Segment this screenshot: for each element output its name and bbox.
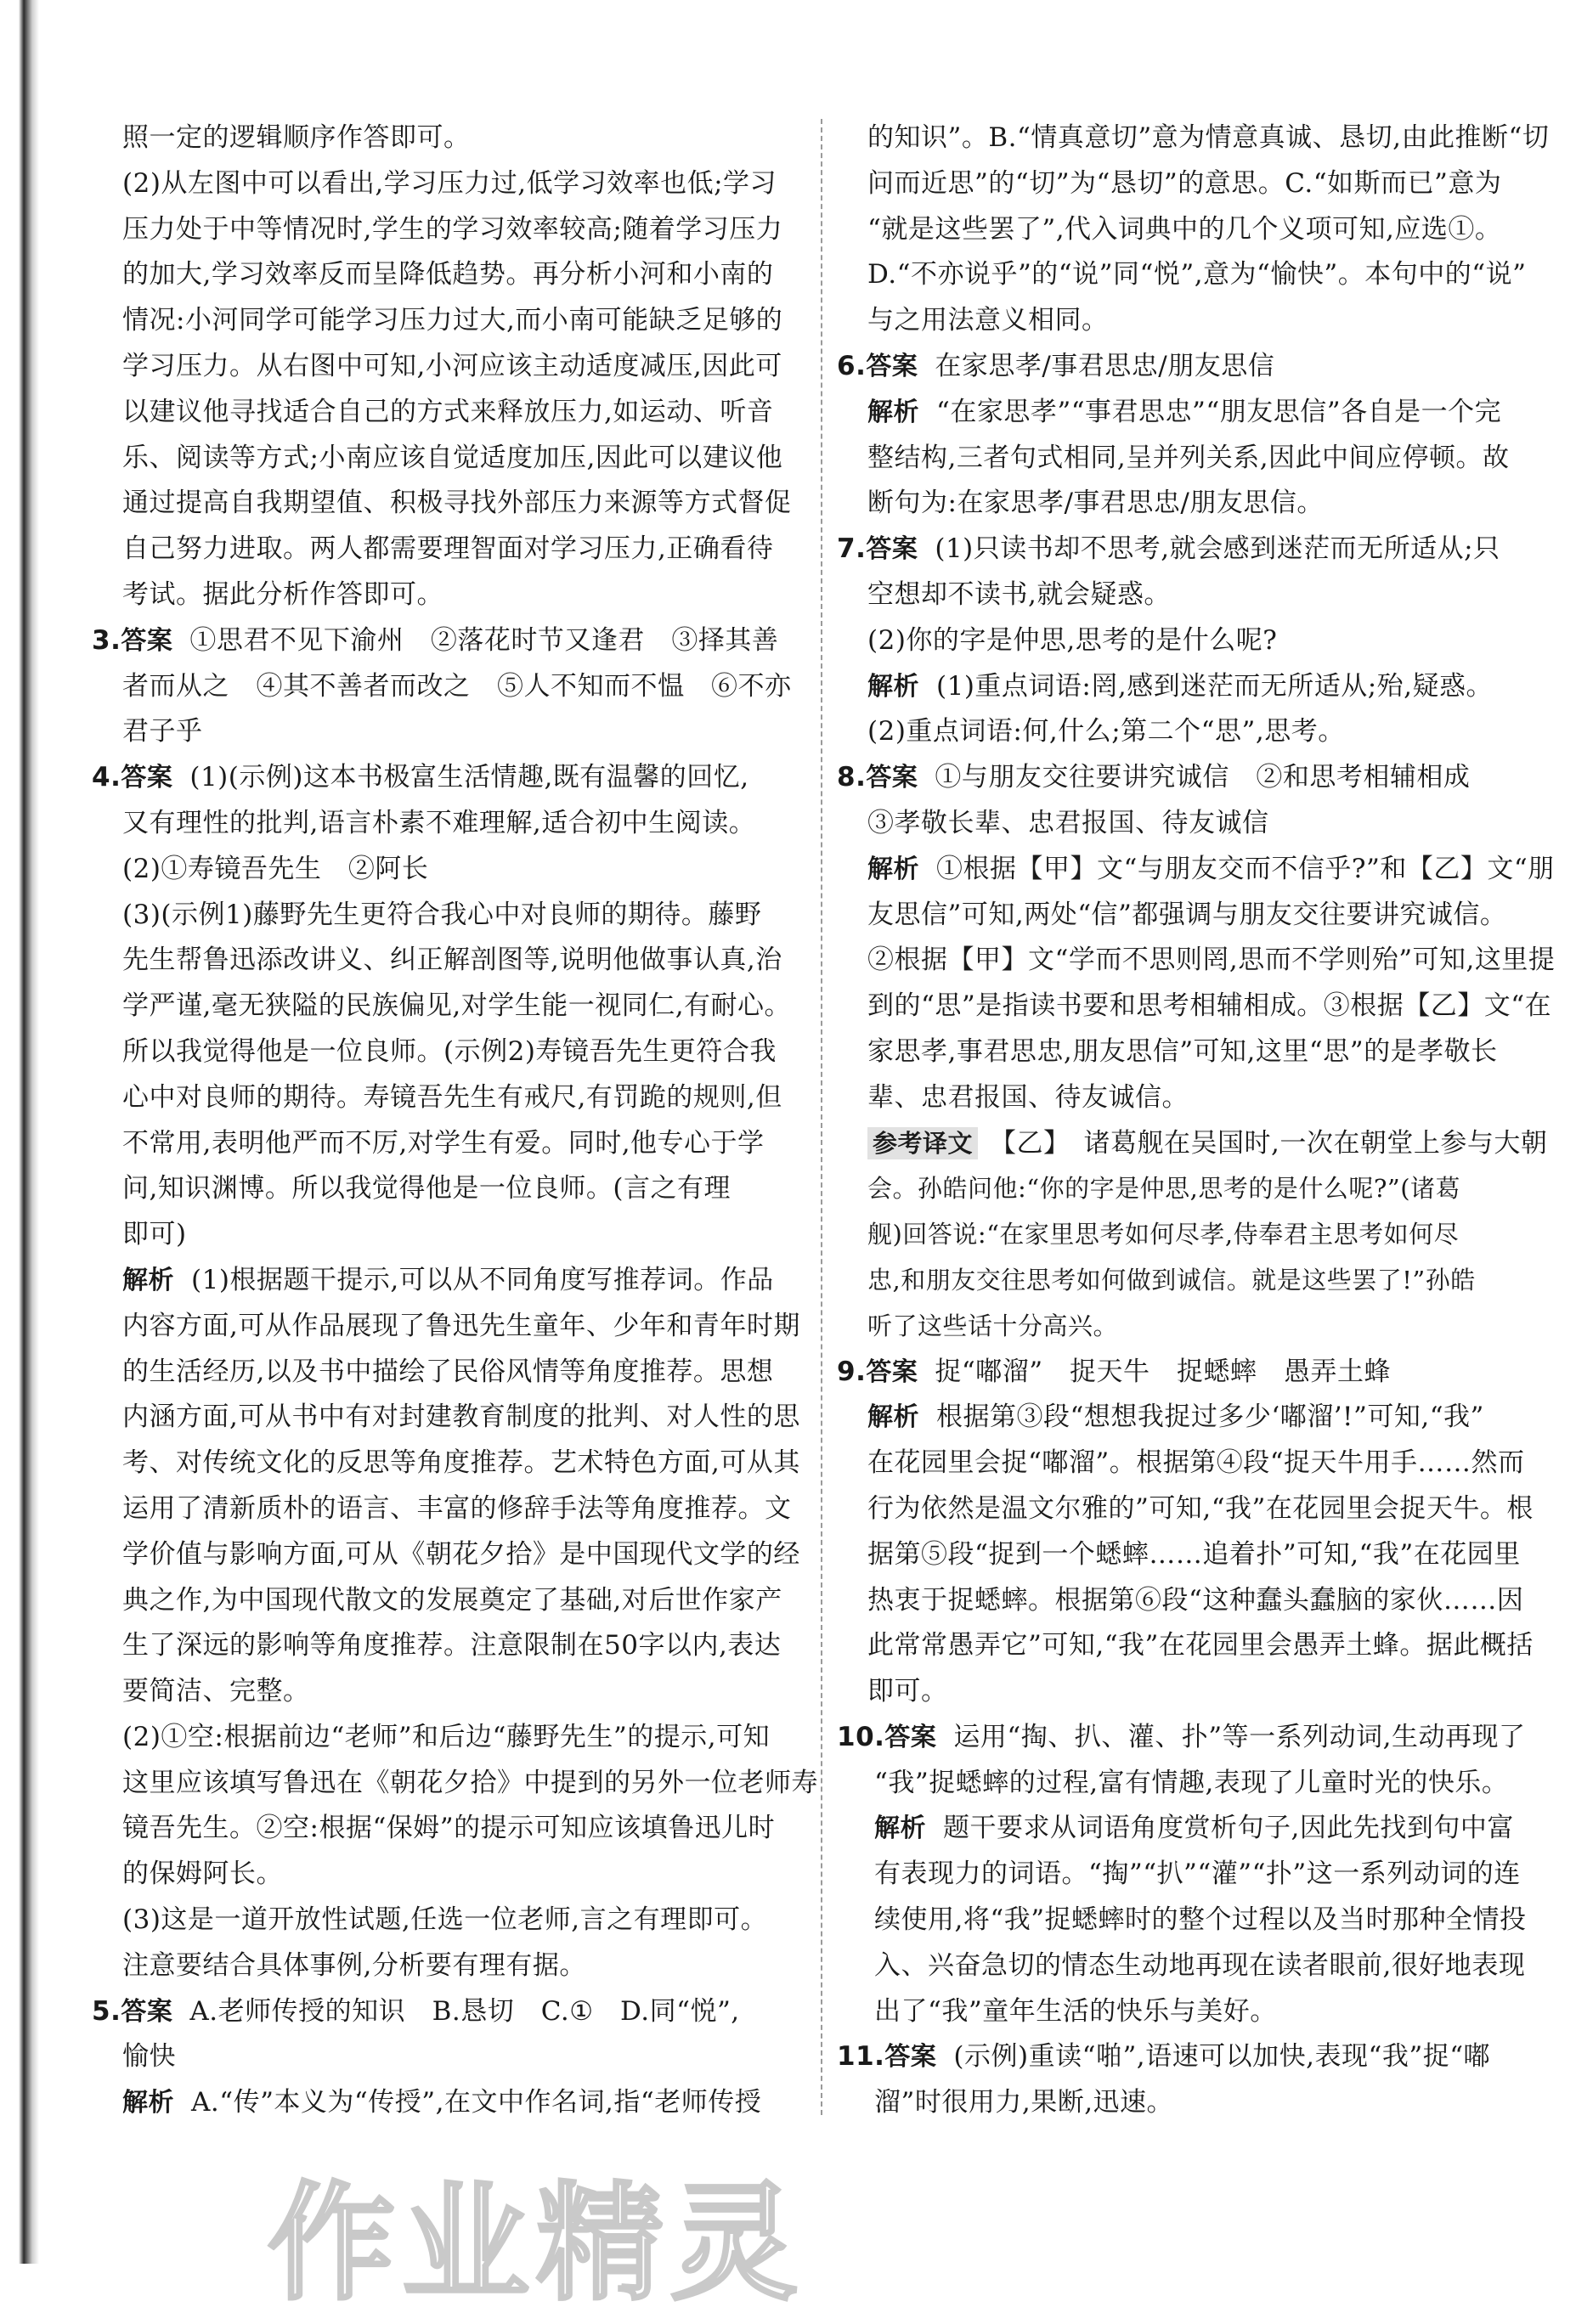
line-text: 溜”时很用力,果断,迅速。 [874, 2087, 1174, 2118]
line-text: D.“不亦说乎”的“说”同“悦”,意为“愉快”。本句中的“说” [867, 259, 1527, 290]
text-line [837, 1943, 1551, 1989]
text-line [92, 664, 818, 710]
line-text: 有表现力的词语。“掏”“扒”“灌”“扑”这一系列动词的连 [874, 1859, 1521, 1890]
line-text: (1)根据题干提示,可以从不同角度写推荐词。作品 [191, 1264, 774, 1295]
line-text: 即可。 [867, 1676, 948, 1707]
text-line [92, 847, 818, 893]
analysis-label: 解析 [867, 397, 919, 427]
text-line [92, 1852, 818, 1898]
text-line [92, 116, 818, 161]
line-text: (1)(示例)这本书极富生活情趣,既有温馨的回忆, [189, 762, 749, 793]
text-line [837, 161, 1551, 207]
question-number: 3. [92, 624, 121, 656]
text-line [837, 984, 1551, 1029]
line-text: (2)从左图中可以看出,学习压力过,低学习效率也低;学习 [122, 167, 777, 199]
text-line [92, 390, 818, 436]
line-text: 又有理性的批判,语言朴素不难理解,适合初中生阅读。 [122, 807, 756, 838]
line-text: 舰)回答说:“在家里思考如何尽孝,侍奉君主思考如何尽 [867, 1220, 1460, 1249]
line-text: 在家思孝/事君思忠/朋友思信 [935, 350, 1275, 381]
question-number: 7. [837, 533, 867, 565]
text-line [837, 1669, 1551, 1715]
line-text: ③孝敬长辈、忠君报国、待友诚信 [867, 807, 1269, 838]
text-line [837, 755, 1551, 801]
line-text: 这里应该填写鲁迅在《朝花夕拾》中提到的另外一位老师寿 [122, 1767, 818, 1798]
line-text: 即可) [122, 1219, 187, 1250]
line-text: 自己努力进取。两人都需要理智面对学习压力,正确看待 [122, 533, 774, 565]
line-text: 友思信”可知,两处“信”都强调与朋友交往要讲究诚信。 [867, 899, 1507, 930]
line-text: 空想却不读书,就会疑惑。 [867, 578, 1171, 610]
left-column [92, 116, 818, 2126]
text-line [837, 481, 1551, 527]
text-line [92, 1623, 818, 1669]
text-line [837, 938, 1556, 984]
text-line [837, 618, 1551, 664]
line-text: 的保姆阿长。 [122, 1859, 283, 1890]
text-line [837, 1212, 1551, 1258]
text-line [837, 1852, 1551, 1898]
line-text: 运用了清新质朴的语言、丰富的修辞手法等角度推荐。文 [122, 1492, 792, 1524]
line-text: (示例)重读“啪”,语速可以加快,表现“我”捉“嘟 [953, 2041, 1491, 2073]
column-divider [821, 119, 822, 2115]
answer-label: 答案 [884, 1722, 937, 1752]
scan-edge [0, 0, 39, 2264]
text-line [92, 1532, 818, 1578]
text-line [837, 1350, 1551, 1396]
text-line [837, 1075, 1551, 1121]
line-text: 整结构,三者句式相同,呈并列关系,因此中间应停顿。故 [867, 442, 1510, 473]
line-text: 心中对良师的期待。寿镜吾先生有戒尺,有罚跪的规则,但 [122, 1081, 782, 1113]
text-line [837, 1121, 1551, 1167]
text-line [837, 1166, 1551, 1212]
line-text: ①思君不见下渝州 ②落花时节又逢君 ③择其善 [189, 624, 779, 656]
text-line [837, 527, 1551, 573]
line-text: 问,知识渊博。所以我觉得他是一位良师。(言之有理 [122, 1173, 731, 1204]
line-text: 据第⑤段“捉到一个蟋蟀……追着扑”可知,“我”在花园里 [867, 1538, 1521, 1570]
line-text: 在花园里会捉“嘟溜”。根据第④段“捉天牛用手……然而 [867, 1447, 1525, 1479]
line-text: 注意要结合具体事例,分析要有理有据。 [122, 1949, 586, 1981]
line-text: 续使用,将“我”捉蟋蟀时的整个过程以及当时那种全情投 [874, 1904, 1527, 1936]
text-line [92, 344, 818, 390]
text-line [92, 1258, 818, 1304]
line-text: 辈、忠君报国、待友诚信。 [867, 1081, 1189, 1113]
line-text: ①根据【甲】文“与朋友交而不信乎?”和【乙】文“朋 [936, 853, 1555, 884]
text-line [92, 709, 818, 755]
line-text: (1)只读书却不思考,就会感到迷茫而无所适从;只 [935, 533, 1500, 565]
text-line [92, 298, 818, 344]
line-text: 内涵方面,可从书中有对封建教育制度的批判、对人性的思 [122, 1402, 800, 1433]
answer-label: 答案 [884, 2042, 937, 2073]
line-text: 先生帮鲁迅添改讲义、纠正解剖图等,说明他做事认真,治 [122, 945, 782, 976]
text-line [837, 252, 1551, 298]
analysis-label: 解析 [122, 1265, 174, 1295]
analysis-label: 解析 [867, 854, 919, 884]
line-text: 照一定的逻辑顺序作答即可。 [122, 122, 471, 153]
analysis-label: 解析 [874, 1814, 926, 1844]
answer-label: 答案 [121, 625, 173, 656]
text-line [92, 2034, 818, 2080]
line-text: 通过提高自我期望值、积极寻找外部压力来源等方式督促 [122, 488, 792, 519]
line-text: 热衷于捉蟋蟀。根据第⑥段“这种蠢头蠢脑的家伙……因 [867, 1584, 1524, 1616]
line-text: 断句为:在家思孝/事君思忠/朋友思信。 [867, 488, 1324, 519]
text-line [92, 1669, 818, 1715]
text-line [837, 298, 1551, 344]
answer-label: 答案 [866, 534, 918, 565]
text-line [837, 709, 1551, 755]
line-text: 行为依然是温文尔雅的”可知,“我”在花园里会捉天牛。根 [867, 1492, 1534, 1524]
text-line [837, 2080, 1551, 2126]
answer-label: 答案 [121, 1996, 173, 2027]
text-line [92, 801, 818, 847]
text-line [92, 573, 818, 618]
text-line [837, 207, 1551, 253]
text-line [837, 1806, 1551, 1852]
line-text: 要简洁、完整。 [122, 1676, 310, 1707]
line-text: 考、对传统文化的反思等角度推荐。艺术特色方面,可从其 [122, 1447, 800, 1479]
line-text: 生了深远的影响等角度推荐。注意限制在50字以内,表达 [122, 1630, 782, 1661]
translation-label: 参考译文 [867, 1127, 978, 1159]
line-text: “就是这些罢了”,代入词典中的几个义项可知,应选①。 [867, 213, 1502, 245]
text-line [92, 1486, 818, 1532]
answer-label: 答案 [866, 1357, 918, 1387]
line-text: (3)这是一道开放性试题,任选一位老师,言之有理即可。 [122, 1904, 768, 1936]
line-text: 情况:小河同学可能学习压力过大,而小南可能缺乏足够的 [122, 305, 783, 336]
line-text: 听了这些话十分高兴。 [867, 1311, 1119, 1340]
line-text: 学习压力。从右图中可知,小河应该主动适度减压,因此可 [122, 350, 782, 381]
text-line [92, 618, 818, 664]
text-line [92, 1350, 818, 1396]
line-text: 考试。据此分析作答即可。 [122, 578, 443, 610]
line-text: 以建议他寻找适合自己的方式来释放压力,如运动、听音 [122, 396, 774, 427]
line-text: (1)重点词语:罔,感到迷茫而无所适从;殆,疑惑。 [936, 670, 1494, 702]
line-text: 会。孙皓问他:“你的字是仲思,思考的是什么呢?”(诸葛 [867, 1174, 1461, 1204]
analysis-label: 解析 [122, 2088, 174, 2118]
text-line [837, 847, 1555, 893]
line-text: (3)(示例1)藤野先生更符合我心中对良师的期待。藤野 [122, 899, 762, 930]
text-line [837, 1532, 1551, 1578]
text-line [837, 1989, 1551, 2035]
question-number: 11. [837, 2041, 885, 2073]
line-text: A.老师传授的知识 B.恳切 C.① D.同“悦”, [189, 1995, 740, 2027]
line-text: ②根据【甲】文“学而不思则罔,思而不学则殆”可知,这里提 [867, 945, 1556, 976]
question-number: 6. [837, 350, 867, 381]
text-line [92, 1898, 818, 1943]
text-line [837, 436, 1551, 482]
line-text: 不常用,表明他严而不厉,对学生有爱。同时,他专心于学 [122, 1127, 765, 1159]
line-text: 忠,和朋友交往思考如何做到诚信。就是这些罢了!”孙皓 [867, 1265, 1476, 1295]
text-line [92, 938, 818, 984]
text-line [92, 1029, 818, 1075]
line-text: (2)重点词语:何,什么;第二个“思”,思考。 [867, 716, 1345, 747]
answer-label: 答案 [866, 763, 918, 793]
text-line [92, 252, 818, 298]
line-text: ①与朋友交往要讲究诚信 ②和思考相辅相成 [935, 762, 1471, 793]
line-text: 与之用法意义相同。 [867, 305, 1109, 336]
line-text: 的知识”。B.“情真意切”意为情意真诚、恳切,由此推断“切 [867, 122, 1550, 153]
line-text: 出了“我”童年生活的快乐与美好。 [874, 1995, 1277, 2027]
text-line [92, 1578, 818, 1624]
line-text: 的生活经历,以及书中描绘了民俗风情等角度推荐。思想 [122, 1356, 774, 1387]
line-text: 内容方面,可从作品展现了鲁迅先生童年、少年和青年时期 [122, 1310, 800, 1341]
answer-label: 答案 [866, 351, 918, 381]
text-line [92, 893, 818, 939]
text-line [92, 1761, 818, 1807]
text-line [837, 1486, 1551, 1532]
text-line [92, 1989, 818, 2035]
line-text: 所以我觉得他是一位良师。(示例2)寿镜吾先生更符合我 [122, 1035, 777, 1067]
line-text: 者而从之 ④其不善者而改之 ⑤人不知而不愠 ⑥不亦 [122, 670, 792, 702]
question-number: 10. [837, 1721, 885, 1752]
text-line [837, 116, 1551, 161]
line-text: 家思孝,事君思忠,朋友思信”可知,这里“思”的是孝敬长 [867, 1035, 1498, 1067]
text-line [837, 1715, 1551, 1761]
right-column [837, 116, 1556, 2126]
text-line [92, 1943, 818, 1989]
line-text: 入、兴奋急切的情态生动地再现在读者眼前,很好地表现 [874, 1949, 1526, 1981]
text-line [837, 1898, 1551, 1943]
text-line [92, 1166, 818, 1212]
text-line [837, 390, 1551, 436]
line-text: 题干要求从词语角度赏析句子,因此先找到句中富 [943, 1813, 1514, 1844]
text-line [837, 801, 1551, 847]
line-text: 学价值与影响方面,可从《朝花夕拾》是中国现代文学的经 [122, 1538, 800, 1570]
text-line [92, 1212, 818, 1258]
text-line [92, 1304, 818, 1350]
text-line [837, 1578, 1551, 1624]
line-text: 问而近思”的“切”为“恳切”的意思。C.“如斯而已”意为 [867, 167, 1502, 199]
line-text: “我”捉蟋蟀的过程,富有情趣,表现了儿童时光的快乐。 [874, 1767, 1509, 1798]
question-number: 4. [92, 762, 121, 793]
line-text: 捉“嘟溜” 捉天牛 捉蟋蟀 愚弄土蜂 [935, 1356, 1392, 1387]
question-number: 8. [837, 762, 867, 793]
text-line [837, 2034, 1551, 2080]
analysis-label: 解析 [867, 1402, 919, 1433]
text-line [837, 1395, 1551, 1441]
analysis-label: 解析 [867, 671, 919, 702]
text-line [92, 436, 818, 482]
line-text: 愉快 [122, 2041, 176, 2073]
line-text: 君子乎 [122, 716, 203, 747]
line-text: 到的“思”是指读书要和思考相辅相成。③根据【乙】文“在 [867, 990, 1552, 1022]
line-text: 根据第③段“想想我捉过多少‘嘟溜’!”可知,“我” [936, 1402, 1484, 1433]
text-line [92, 1395, 818, 1441]
text-line [92, 1075, 818, 1121]
line-text: “在家思孝”“事君思忠”“朋友思信”各自是一个完 [936, 396, 1502, 427]
text-line [92, 2080, 818, 2126]
text-line [837, 1761, 1551, 1807]
text-line [92, 1121, 818, 1167]
text-line [92, 755, 818, 801]
line-text: 【乙】 诸葛舰在吴国时,一次在朝堂上参与大朝 [990, 1127, 1548, 1159]
text-line [92, 1715, 818, 1761]
line-text: (2)①空:根据前边“老师”和后边“藤野先生”的提示,可知 [122, 1721, 771, 1752]
line-text: 典之作,为中国现代散文的发展奠定了基础,对后世作家产 [122, 1584, 782, 1616]
text-line [92, 481, 818, 527]
question-number: 9. [837, 1356, 867, 1387]
text-line [837, 1623, 1551, 1669]
text-line [837, 344, 1551, 390]
line-text: A.“传”本义为“传授”,在文中作名词,指“老师传授 [191, 2087, 762, 2118]
text-line [837, 664, 1551, 710]
text-line [92, 984, 818, 1029]
text-line [92, 207, 818, 253]
text-line [92, 527, 818, 573]
line-text: 镜吾先生。②空:根据“保姆”的提示可知应该填鲁迅儿时 [122, 1813, 776, 1844]
text-line [837, 1258, 1551, 1304]
line-text: 学严谨,毫无狭隘的民族偏见,对学生能一视同仁,有耐心。 [122, 990, 792, 1022]
answer-label: 答案 [121, 763, 173, 793]
text-line [837, 893, 1551, 939]
text-line [92, 1441, 818, 1486]
line-text: (2)你的字是仲思,思考的是什么呢? [867, 624, 1278, 656]
line-text: 运用“掏、扒、灌、扑”等一系列动词,生动再现了 [953, 1721, 1526, 1752]
text-line [837, 573, 1551, 618]
text-line [837, 1441, 1551, 1486]
line-text: 乐、阅读等方式;小南应该自觉适度加压,因此可以建议他 [122, 442, 783, 473]
watermark: 作业精灵 [268, 2170, 805, 2318]
line-text: 压力处于中等情况时,学生的学习效率较高;随着学习压力 [122, 213, 783, 245]
line-text: 此常常愚弄它”可知,“我”在花园里会愚弄土蜂。据此概括 [867, 1630, 1534, 1661]
line-text: 的加大,学习效率反而呈降低趋势。再分析小河和小南的 [122, 259, 774, 290]
text-line [92, 161, 818, 207]
line-text: (2)①寿镜吾先生 ②阿长 [122, 853, 429, 884]
text-line [92, 1806, 818, 1852]
text-line [837, 1304, 1551, 1350]
question-number: 5. [92, 1995, 121, 2027]
text-line [837, 1029, 1551, 1075]
